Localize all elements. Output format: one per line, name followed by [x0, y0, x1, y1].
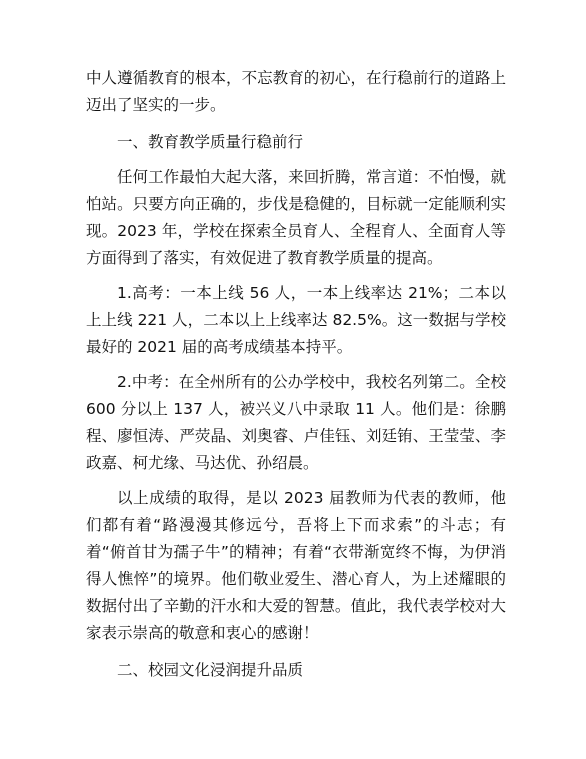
document-body [86, 65, 506, 684]
body-paragraph-gaokao: 1.高考：一本上线 56 人，一本上线率达 21%；二本以上上线 221 人，二本以上上线率达 82.5%。这一数据与学校最好的 2021 届的高考成绩基本持平。 [86, 284, 506, 356]
section-heading-1: 一、教育教学质量行稳前行 [117, 133, 304, 151]
section-heading-2: 二、校园文化浸润提升品质 [117, 661, 304, 679]
body-paragraph-zhongkao: 2.中考：在全州所有的公办学校中，我校名列第二。全校 600 分以上 137 人，被兴义八中录取 11 人。他们是：徐鹏程、廖恒涛、严荧晶、刘奥睿、卢佳钰、刘廷铕、王莹莹、李政嘉、柯尤缘、马达优、孙绍晨。 [86, 373, 506, 472]
body-paragraph-thanks: 以上成绩的取得，是以 2023 届教师为代表的教师，他们都有着“路漫漫其修远兮，吾将上下而求索”的斗志；有着“俯首甘为孺子牛”的精神；有着“衣带渐宽终不悔，为伊消得人憔悴”的境界。他们敬业爱生、潜心育人，为上述耀眼的数据付出了辛勤的汗水和大爱的智慧。值此，我代表学校对大家表示崇高的敬意和衷心的感谢！ [86, 489, 506, 642]
intro-paragraph: 中人遵循教育的根本，不忘教育的初心，在行稳前行的道路上迈出了坚实的一步。 [86, 69, 506, 114]
body-paragraph-stability: 任何工作最怕大起大落，来回折腾，常言道：不怕慢，就怕站。只要方向正确的，步伐是稳健的，目标就一定能顺利实现。2023 年，学校在探索全员育人、全程育人、全面育人等方面得到了落实，有效促进了教育教学质量的提高。 [86, 168, 506, 267]
